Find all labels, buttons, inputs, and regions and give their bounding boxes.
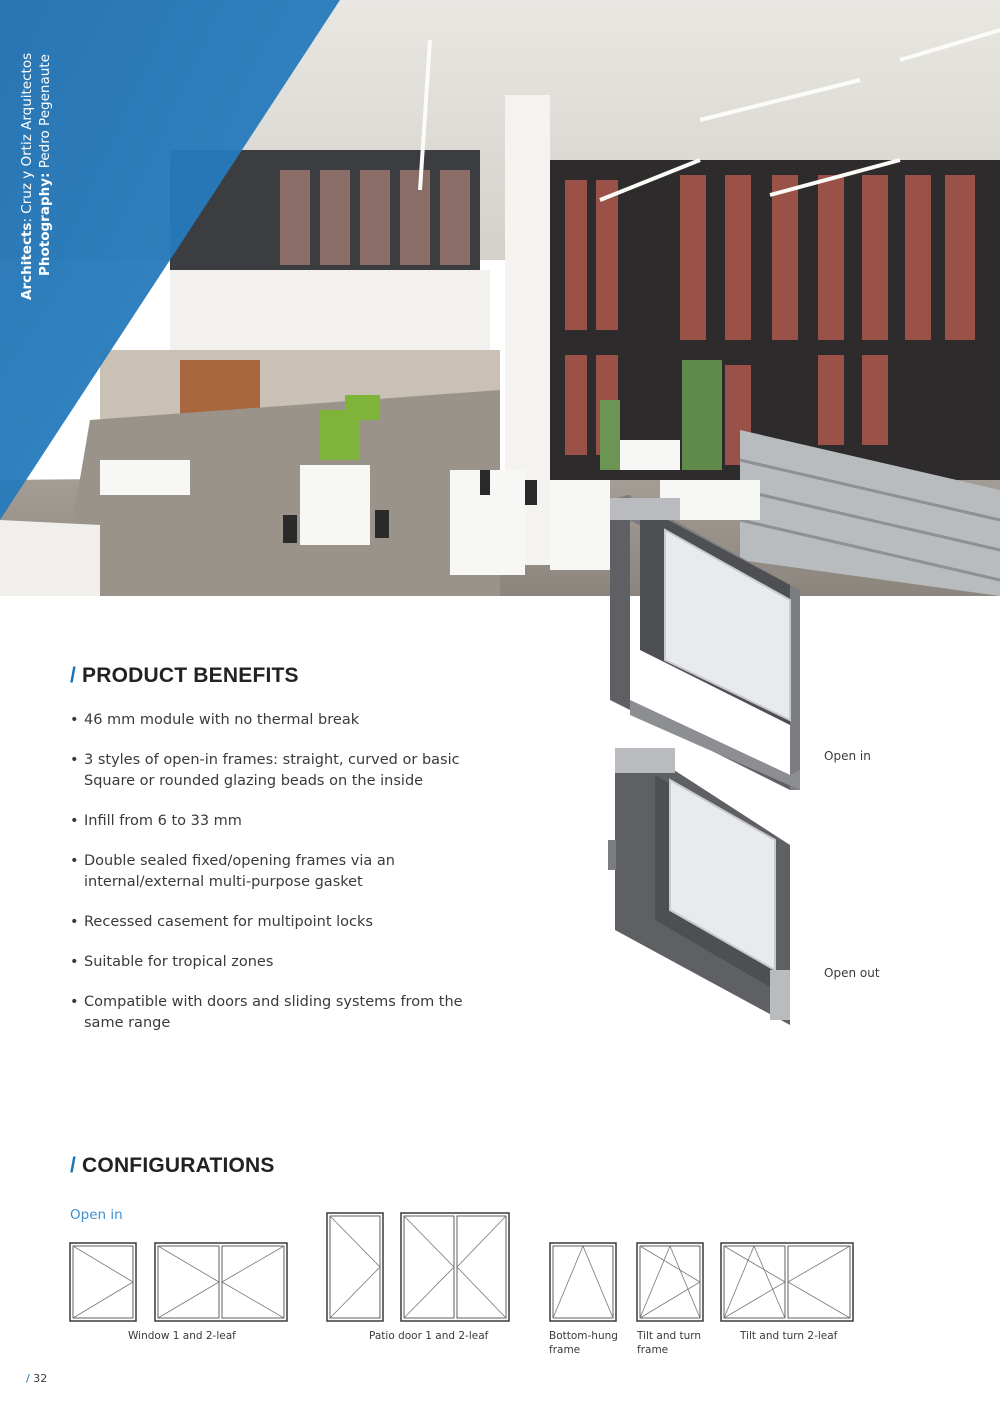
patio-door-1-leaf-diagram [327,1213,383,1321]
open-in-profile [610,495,800,790]
open-out-profile [608,748,790,1025]
config-label-window: Window 1 and 2-leaf [128,1330,236,1342]
hero-photo [0,0,1000,596]
open-out-label: Open out [824,966,880,980]
page-number: / 32 [26,1372,48,1385]
bottom-hung-diagram [550,1243,616,1321]
benefit-item: • Compatible with doors and sliding systems from the same range [70,992,490,1034]
configuration-diagrams [60,1205,880,1330]
benefit-item: • Recessed casement for multipoint locks [70,912,490,933]
library-interior-illustration [0,0,1000,596]
config-label-bottom-hung: Bottom-hung frame [549,1330,618,1356]
config-label-tilt-and-turn-2-leaf: Tilt and turn 2-leaf [740,1330,838,1342]
product-benefits-heading: / PRODUCT BENEFITS [70,664,299,687]
benefit-item: • Infill from 6 to 33 mm [70,811,490,832]
config-label-tilt-and-turn: Tilt and turn frame [637,1330,702,1356]
benefit-item: • Double sealed fixed/opening frames via an internal/external multi-purpose gasket [70,851,490,893]
benefit-item: • Suitable for tropical zones [70,952,490,973]
window-1-leaf-diagram [70,1243,136,1321]
configurations-subtitle: Open in [70,1207,123,1223]
tilt-and-turn-2-leaf-diagram [721,1243,853,1321]
configurations-heading: / CONFIGURATIONS [70,1154,275,1177]
tilt-and-turn-diagram [637,1243,703,1321]
open-in-label: Open in [824,749,871,763]
benefits-list [70,710,490,1053]
window-2-leaf-diagram [155,1243,287,1321]
benefit-item: • 3 styles of open-in frames: straight, curved or basic Square or rounded glazing beads on the inside [70,750,490,792]
architects-credit: Architects: Cruz y Ortiz Arquitectos [19,52,35,300]
config-label-patio-door: Patio door 1 and 2-leaf [369,1330,489,1342]
benefit-item: • 46 mm module with no thermal break [70,710,490,731]
photo-credits [18,0,54,300]
patio-door-2-leaf-diagram [401,1213,509,1321]
photography-credit: Photography: Pedro Pegenaute [37,54,53,276]
window-profile-illustrations [600,490,820,1030]
